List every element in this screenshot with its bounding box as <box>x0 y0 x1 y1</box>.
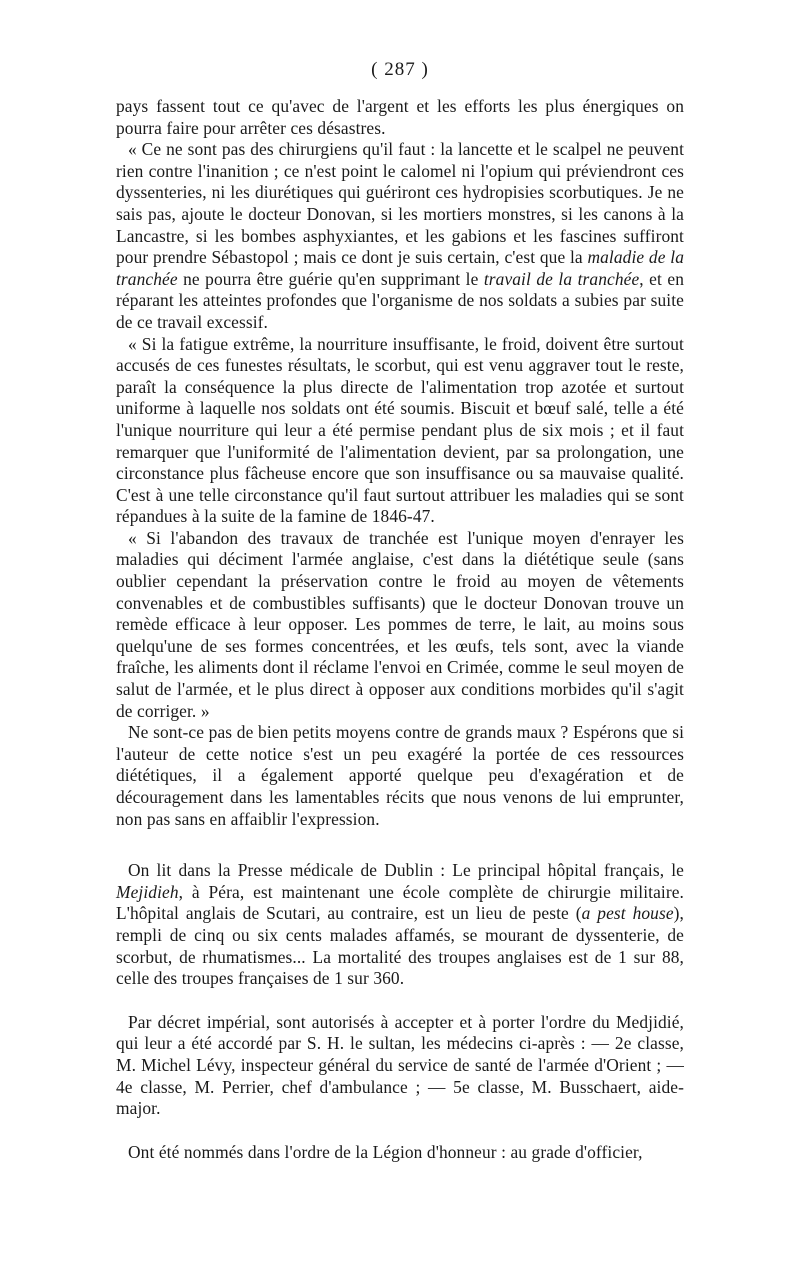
italic-text: maladie de la tranchée <box>116 247 684 289</box>
text-segment: , à Péra, est maintenant une école complète de chirurgie militaire. L'hôpital anglais de Scutari, au contraire, est un lieu de peste ( <box>116 881 684 924</box>
text-segment: « Si l'abandon des travaux de tranchée est l'unique moyen d'enrayer les maladies qui déciment l'armée anglaise, c'est dans la diététique seule (sans oublier cependant la préservation contre le froid au moyen de vêtements convenables et de combustibles suffisants) que le docteur Donovan trouve un remède efficace à leur opposer. Les pommes de terre, le lait, au moins sous quelqu'une de ses formes concentrées, et les œufs, tels sont, avec la viande fraîche, les aliments dont il réclame l'envoi en Crimée, comme le seul moyen de salut de l'armée, et le plus direct à opposer aux conditions morbides qu'il s'agit de corriger. » <box>116 527 684 721</box>
text-segment: , et en réparant les atteintes profondes que l'organisme de nos soldats a subies par suite de ce travail excessif. <box>116 268 684 332</box>
paragraph-imperial-decree <box>116 1012 684 1120</box>
text-segment: ne pourra être guérie qu'en supprimant le <box>177 268 484 289</box>
paragraph-commentary <box>116 722 684 830</box>
text-segment: Par décret impérial, sont autorisés à accepter et à porter l'ordre du Medjidié, qui leur a été accordé par S. H. le sultan, les médecins ci-après : — 2e classe, M. Michel Lévy, inspecteur général du service de santé de l'armée d'Orient ; — 4e classe, M. Perrier, chef d'ambulance ; — 5e classe, M. Busschaert, aide-major. <box>116 1011 684 1119</box>
text-segment: « Ce ne sont pas des chirurgiens qu'il faut : la lancette et le scalpel ne peuvent rien contre l'inanition ; ce n'est point le calomel ni l'opium qui préviendront ces dyssenteries, ni les diurétiques qui guériront ces hydropisies scorbutiques. Je ne sais pas, ajoute le docteur Donovan, si les mortiers monstres, si les canons à la Lancastre, si les bombes asphyxiantes, et les gabions et les fascines suffiront pour prendre Sébastopol ; mais ce dont je suis certain, c'est que la <box>116 139 684 268</box>
page-number: ( 287 ) <box>371 59 429 80</box>
book-page <box>116 58 684 1163</box>
text-segment: Ont été nommés dans l'ordre de la Légion d'honneur : au grade d'officier, <box>128 1141 643 1162</box>
paragraph-donovan-quote-2 <box>116 334 684 528</box>
paragraph-donovan-quote-3 <box>116 528 684 722</box>
paragraph-legion-honneur <box>116 1142 684 1164</box>
italic-text: Mejidieh <box>116 881 179 902</box>
italic-text: travail de la tranchée <box>483 268 640 289</box>
paragraph-dublin-press <box>116 860 684 990</box>
paragraph-donovan-quote-1 <box>116 139 684 333</box>
text-segment: On lit dans la Presse médicale de Dublin : Le principal hôpital français, le <box>128 860 684 881</box>
paragraph-continuation <box>116 96 684 139</box>
text-segment: « Si la fatigue extrême, la nourriture insuffisante, le froid, doivent être surtout accusés de ces funestes résultats, le scorbut, qui est venu aggraver tout le reste, paraît la conséquence la plus directe de l'alimentation trop azotée et surtout uniforme à laquelle nos soldats ont été soumis. Biscuit et bœuf salé, telle a été l'unique nourriture qui leur a été permise pendant plus de six mois ; et il faut remarquer que l'uniformité de l'alimentation devient, par sa prolongation, une circonstance plus fâcheuse encore que son insuffisance ou sa mauvaise qualité. C'est à une telle circonstance qu'il faut surtout attribuer les maladies qui se sont répandues à la suite de la famine de 1846-47. <box>116 333 684 527</box>
text-segment: ), rempli de cinq ou six cents malades affamés, se mourant de dyssenterie, de scorbut, de rhumatismes... La mortalité des troupes anglaises est de 1 sur 88, celle des troupes françaises de 1 sur 360. <box>116 903 684 989</box>
text-segment: pays fassent tout ce qu'avec de l'argent et les efforts les plus énergiques on pourra faire pour arrêter ces désastres. <box>116 96 684 138</box>
italic-text: a pest house <box>581 903 674 924</box>
text-segment: Ne sont-ce pas de bien petits moyens contre de grands maux ? Espérons que si l'auteur de cette notice s'est un peu exagéré la portée de ces ressources diététiques, il a également apporté quelque peu d'exagération et de découragement dans les lamentables récits que nous venons de lui emprunter, non pas sans en affaiblir l'expression. <box>116 722 684 829</box>
